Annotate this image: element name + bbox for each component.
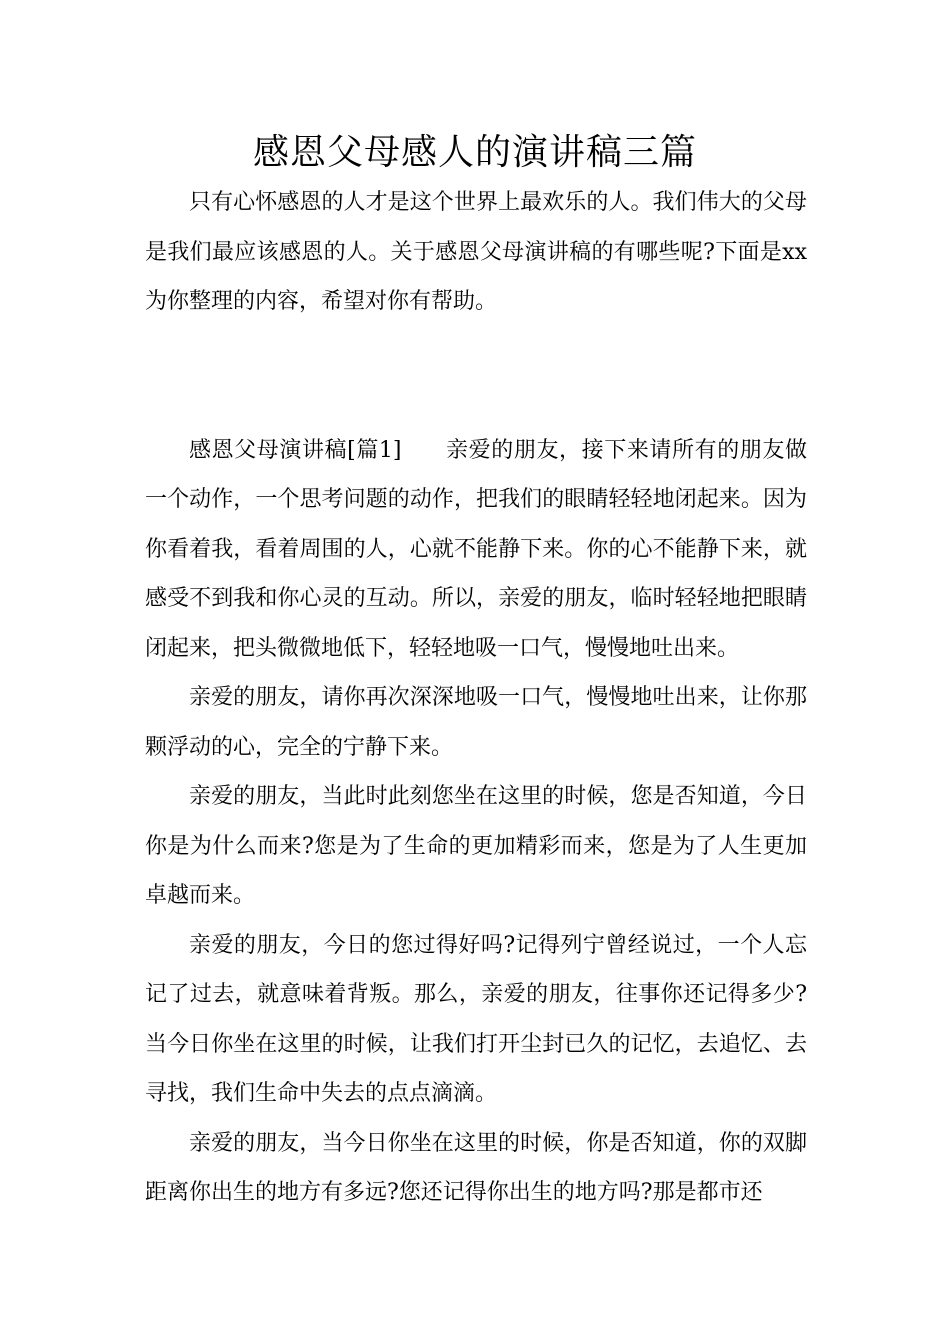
paragraph: 亲爱的朋友，当今日你坐在这里的时候，你是否知道，你的双脚距离你出生的地方有多远?您还记得你出生的地方吗?那是都市还 [145,1130,807,1205]
document-body [145,178,807,1218]
intro-paragraph: 只有心怀感恩的人才是这个世界上最欢乐的人。我们伟大的父母是我们最应该感恩的人。关于感恩父母演讲稿的有哪些呢?下面是xx为你整理的内容，希望对你有帮助。 [145,190,807,314]
paragraph: 亲爱的朋友，今日的您过得好吗?记得列宁曾经说过，一个人忘记了过去，就意味着背叛。那么，亲爱的朋友，往事你还记得多少?当今日你坐在这里的时候，让我们打开尘封已久的记忆，去追忆、去寻找，我们生命中失去的点点滴滴。 [145,932,807,1106]
paragraph-spacer [145,327,807,377]
paragraph: 亲爱的朋友，请你再次深深地吸一口气，慢慢地吐出来，让你那颗浮动的心，完全的宁静下来。 [145,685,807,760]
section-1-first-paragraph [145,426,807,674]
paragraph-spacer [145,376,807,426]
paragraph: 亲爱的朋友，当此时此刻您坐在这里的时候，您是否知道，今日你是为什么而来?您是为了生命的更加精彩而来，您是为了人生更加卓越而来。 [145,784,807,908]
document-title: 感恩父母感人的演讲稿三篇 [252,132,697,173]
paragraph-text: 亲爱的朋友，接下来请所有的朋友做一个动作，一个思考问题的动作，把我们的眼睛轻轻地闭起来。因为你看着我，看着周围的人，心就不能静下来。你的心不能静下来，就感受不到我和你心灵的互动。所以，亲爱的朋友，临时轻轻地把眼睛闭起来，把头微微地低下，轻轻地吸一口气，慢慢地吐出来。 [145,437,807,661]
section-1-heading: 感恩父母演讲稿[篇1] [189,437,402,463]
